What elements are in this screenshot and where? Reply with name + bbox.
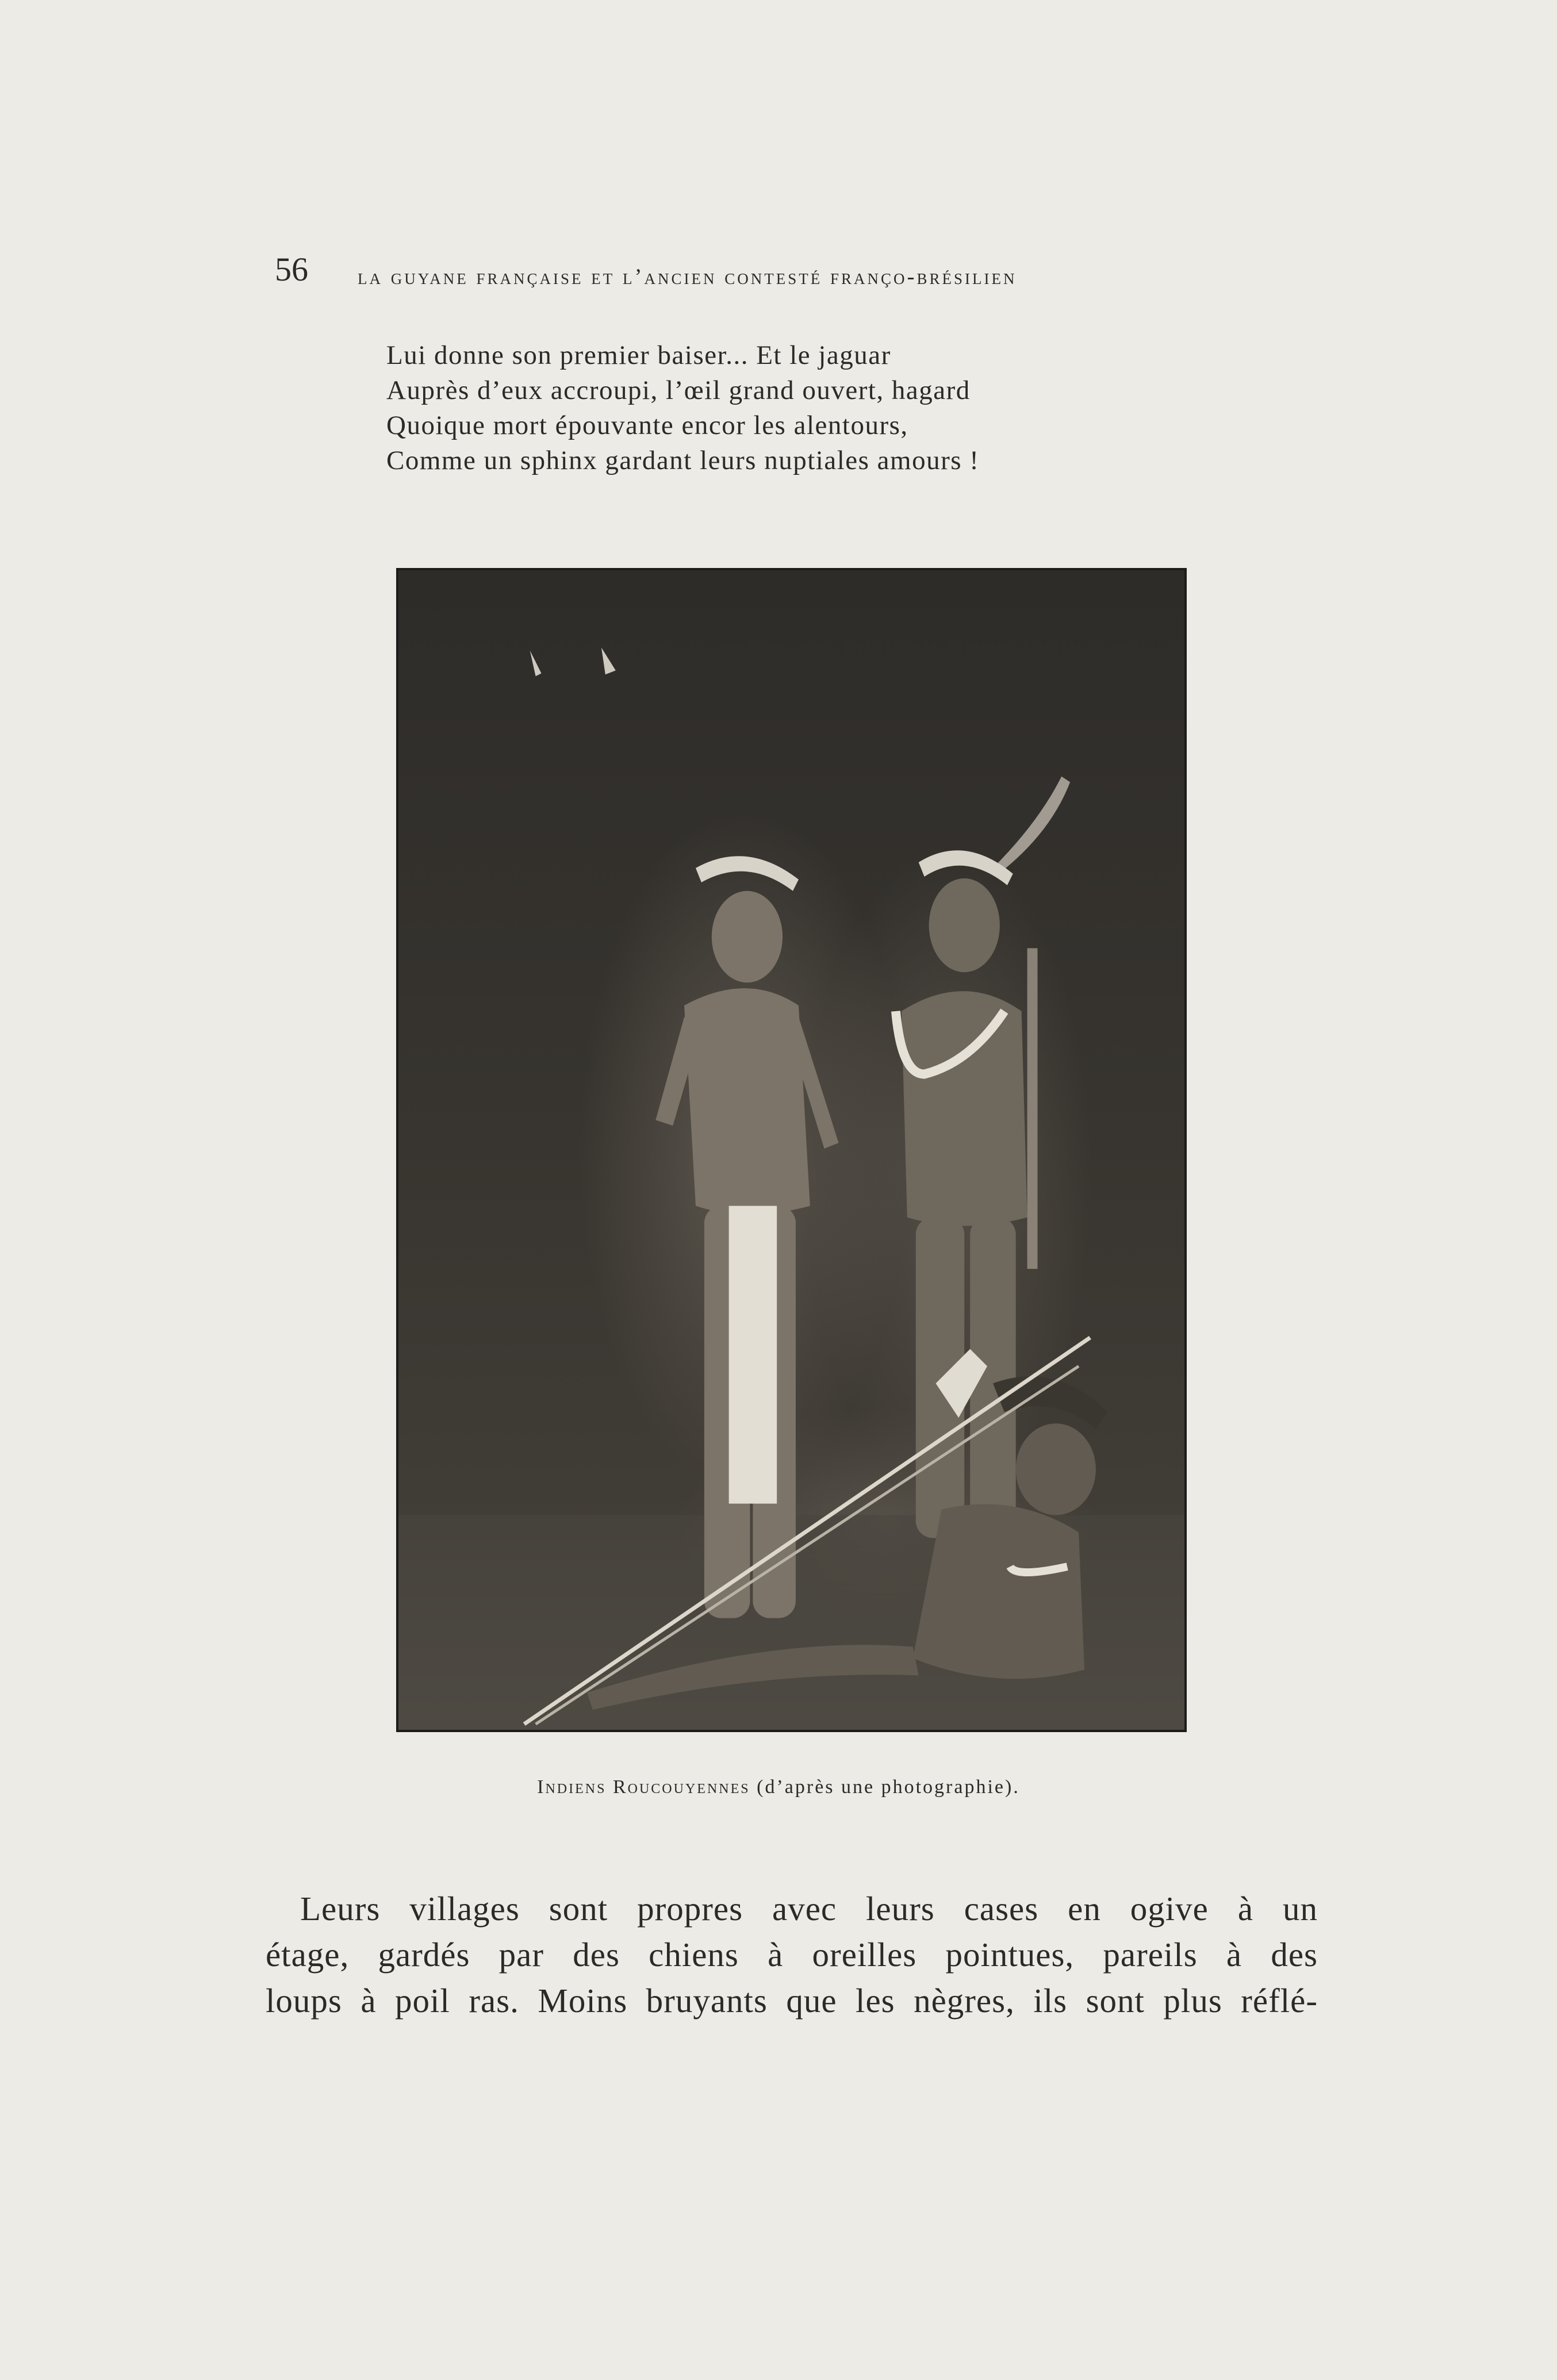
caption-title: Indiens Roucouyennes xyxy=(537,1776,750,1798)
photograph-figure xyxy=(396,568,1187,1732)
feather-shape xyxy=(530,650,542,676)
right-standing-figure xyxy=(896,850,1038,1538)
poem-stanza xyxy=(386,338,979,478)
body-line: Leurs villages sont propres avec leurs cases en ogive à un xyxy=(300,1890,1318,1928)
poem-line: Quoique mort épouvante encor les alentours, xyxy=(386,410,908,440)
figure-caption xyxy=(0,1776,1557,1798)
body-paragraph xyxy=(266,1886,1318,2024)
poem-line: Auprès d’eux accroupi, l’œil grand ouvert, hagard xyxy=(386,375,971,405)
poem-line: Comme un sphinx gardant leurs nuptiales amours ! xyxy=(386,446,980,475)
caption-note: (d’après une photographie). xyxy=(757,1776,1020,1798)
left-standing-figure xyxy=(655,856,838,1618)
page-number: 56 xyxy=(275,251,308,288)
body-line: loups à poil ras. Moins bruyants que les nègres, ils sont plus réflé- xyxy=(266,1982,1318,2020)
feather-shape xyxy=(993,777,1070,874)
poem-line: Lui donne son premier baiser... Et le jaguar xyxy=(386,340,891,370)
feather-shape xyxy=(601,647,616,674)
running-title: la guyane française et l’ancien contesté franço-brésilien xyxy=(358,264,1017,289)
photograph-illustration xyxy=(398,570,1184,1730)
body-line: étage, gardés par des chiens à oreilles pointues, pareils à des xyxy=(266,1936,1318,1974)
